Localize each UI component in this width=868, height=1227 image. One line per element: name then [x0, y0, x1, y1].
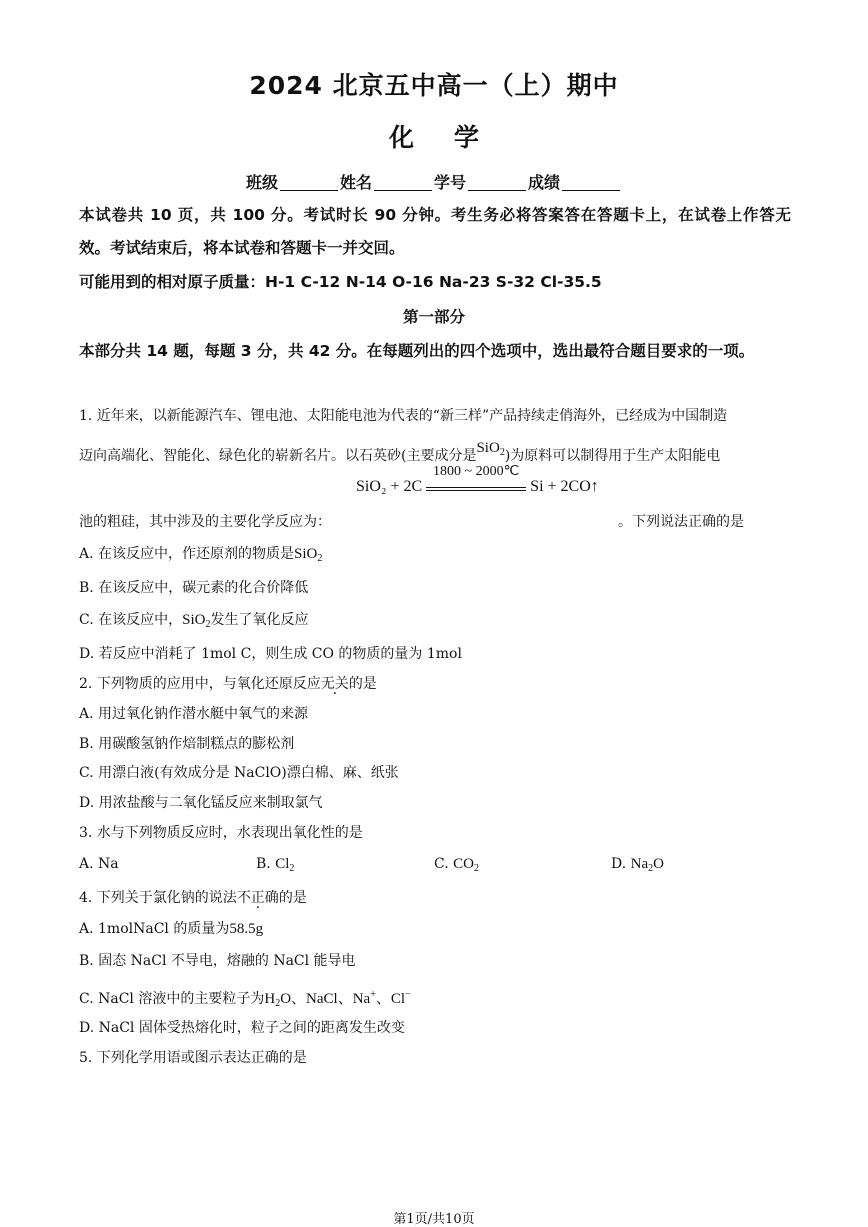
q4-option-c	[79, 985, 411, 1014]
q4-option-b: B. 固态 NaCl 不导电，熔融的 NaCl 能导电	[79, 953, 356, 969]
q1-eq-double-bar	[426, 487, 526, 491]
q1-option-c	[79, 610, 308, 635]
q1-stem-line2	[79, 440, 721, 471]
q4-stem-b: 的是	[278, 890, 307, 906]
q4-stem-emphasis: 不正确	[236, 890, 279, 906]
page-footer: 第1页/共10页	[393, 1212, 475, 1227]
q4-option-a-text: A. 1molNaCl 的质量为	[79, 921, 230, 937]
class-blank	[280, 177, 338, 191]
q1-option-c-formula: SiO$_2$	[182, 612, 211, 630]
q1-stem-line3-a: 池的粗硅，其中涉及的主要化学反应为：	[79, 514, 331, 530]
student-id-blank	[468, 177, 526, 191]
q4-option-d: D. NaCl 固体受热熔化时，粒子之间的距离发生改变	[79, 1020, 405, 1036]
q3-option-b-label: B.	[256, 856, 276, 872]
q2-stem-b: 的是	[348, 676, 377, 692]
q1-eq-products: Si + 2CO↑	[530, 478, 599, 495]
q3-option-c-label: C.	[434, 856, 454, 872]
part1-title: 第一部分	[402, 308, 465, 326]
student-info-line	[0, 170, 868, 193]
q1-option-c-text-b: 发生了氧化反应	[210, 612, 309, 628]
q2-stem-a: 2. 下列物质的应用中，与氧化还原反应	[79, 676, 321, 692]
q3-option-d-formula: $Na_2O$	[630, 856, 664, 874]
q1-option-c-text-a: C. 在该反应中，	[79, 612, 183, 628]
q1-option-a	[79, 544, 322, 569]
q4-option-a-value: 58.5g	[229, 921, 264, 937]
q1-reaction-equation	[356, 464, 599, 496]
part1-instructions: 本部分共 14 题，每题 3 分，共 42 分。在每题列出的四个选项中，选出最符合题目要求的一项。	[79, 342, 755, 360]
q2-option-d: D. 用浓盐酸与二氧化锰反应来制取氯气	[79, 795, 323, 811]
q3-stem: 3. 水与下列物质反应时，水表现出氧化性的是	[79, 825, 363, 841]
exam-instructions: 本试卷共 10 页，共 100 分。考试时长 90 分钟。考生务必将答案答在答题卡上，在试卷上作答无效。考试结束后，将本试卷和答题卡一并交回。	[79, 206, 791, 257]
q1-stem-line2-a: 迈向高端化、智能化、绿色化的崭新名片。以石英砂(主要成分是	[79, 448, 477, 464]
q4-stem-a: 4. 下列关于氯化钠的说法	[79, 890, 237, 906]
atomic-masses: 可能用到的相对原子质量：H-1 C-12 N-14 O-16 Na-23 S-32 Cl-35.5	[79, 273, 602, 291]
q1-eq-condition: 1800 ~ 2000℃	[433, 464, 520, 479]
name-blank	[374, 177, 432, 191]
q1-stem-line2-b: )为原料可以制得用于生产太阳能电	[504, 448, 721, 464]
q4-stem	[79, 888, 307, 908]
q2-option-c: C. 用漂白液(有效成分是 NaClO)漂白棉、麻、纸张	[79, 765, 399, 781]
q1-option-a-formula: SiO$_2$	[294, 546, 323, 564]
q3-option-b	[256, 856, 294, 874]
q1-stem-line3-b: 。下列说法正确的是	[618, 514, 744, 530]
q5-stem: 5. 下列化学用语或图示表达正确的是	[79, 1050, 307, 1066]
q2-option-a: A. 用过氧化钠作潜水艇中氧气的来源	[79, 706, 309, 722]
q4-option-c-formula: $H_2O$、NaCl、Na+、Cl−	[264, 989, 411, 1009]
q1-stem-line3	[79, 512, 331, 532]
q2-stem-emphasis: 无关	[320, 676, 349, 692]
q3-option-b-formula: $Cl_2$	[275, 856, 295, 874]
q1-stem-line1: 1. 近年来，以新能源汽车、锂电池、太阳能电池为代表的“新三样”产品持续走俏海外，已经成为中国制造	[79, 408, 728, 424]
q4-option-a	[79, 919, 263, 939]
q3-option-d-label: D.	[611, 856, 631, 872]
q2-option-b: B. 用碳酸氢钠作焙制糕点的膨松剂	[79, 736, 295, 752]
student-id-label: 学号	[434, 173, 467, 192]
q3-option-d	[611, 856, 664, 874]
subject-title: 化学	[388, 123, 519, 152]
q3-option-a: A. Na	[79, 856, 119, 872]
exam-title: 2024 北京五中高一（上）期中	[249, 71, 619, 100]
q3-option-c-formula: $CO_2$	[453, 856, 479, 874]
q4-option-c-text: C. NaCl 溶液中的主要粒子为	[79, 991, 265, 1007]
score-blank	[562, 177, 620, 191]
name-label: 姓名	[339, 173, 372, 192]
q2-stem	[79, 674, 377, 694]
q1-sio2-formula: SiO$_2$	[476, 440, 505, 458]
q1-option-d: D. 若反应中消耗了 1mol C，则生成 CO 的物质的量为 1mol	[79, 646, 462, 662]
score-label: 成绩	[528, 173, 561, 192]
q1-option-a-text: A. 在该反应中，作还原剂的物质是	[79, 546, 295, 562]
q1-option-b: B. 在该反应中，碳元素的化合价降低	[79, 580, 309, 596]
q1-eq-reactants: SiO₂ + 2C	[356, 478, 423, 495]
q3-option-c	[434, 856, 479, 874]
q1-eq-arrow	[426, 464, 526, 491]
class-label: 班级	[245, 173, 278, 192]
